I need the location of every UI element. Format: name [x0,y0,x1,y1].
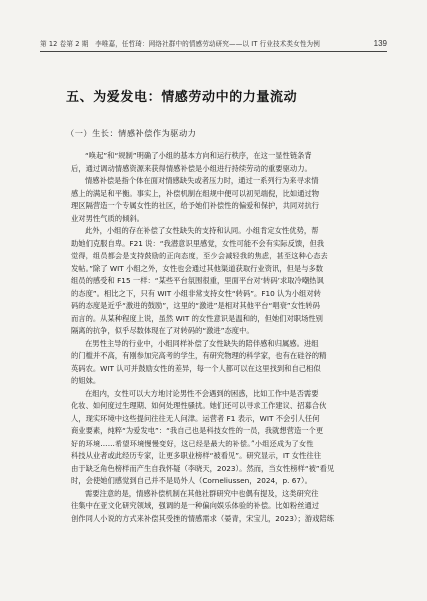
body-line: 助她们克服自卑。F21 说：“我潜意识里感觉，女性可能不会有实际反馈，但我 [71,238,325,248]
body-line: 而言的。从某种程度上说，虽然 WIT 的女性意识是温和的，但她们对职场性别 [71,313,323,323]
body-line: 在组内，女性可以大方地讨论男性不会遇到的困惑，比如工作中是否需要 [85,388,319,398]
body-text [71,150,387,525]
body-line: 发帖。”除了 WIT 小组之外，女性也会通过其他渠道获取行业资讯，但是与多数 [71,263,324,273]
running-header [40,38,387,48]
body-line: “唤起”和“规制”明确了小组的基本方向和运行秩序，在这一显性链条背 [85,151,312,160]
header-rule [40,51,387,52]
body-line: 化妆、如何度过生理期、如何处理性骚扰。她们还可以寻求工作建议、招募合伙 [71,401,327,410]
body-line: 往集中在亚文化研究领域，强调的是一种偏向娱乐体验的补偿。比如粉丝通过 [71,501,320,510]
body-line: 科技从业者或此经历专家，让更多职业榜样“被看见”。研究显示，IT 女性往往 [71,451,321,460]
body-line: 情感补偿是指个体在面对情感缺失或者压力时，通过一系列行为来寻求情 [85,176,319,185]
body-line: 码的态度是近乎“激进的鼓励”，这里的“激进”是相对其他平台“唱衰”女性转码 [71,301,320,310]
body-line: 理区隔营造一个专属女性的社区，给予她们补偿性的偏爱和保护，共同对抗行 [71,201,320,210]
sub-heading: （一）生长：情感补偿作为驱动力 [66,128,197,138]
page-number: 139 [373,39,387,48]
section-heading: 五、为爱发电：情感劳动中的力量流动 [66,90,298,105]
body-line: 的姐妹。 [71,376,101,385]
body-line: 后，通过调动情感资源来获得情感补偿是小组进行持续劳动的重要驱动力。 [71,163,312,173]
body-line: 好的环境……希望环境慢慢变好，这已经是最大的补偿。”小组还成为了女性 [71,438,314,448]
body-line: 在男性主导的行业中，小组同样补偿了女性缺失的陪伴感和归属感。进组 [85,338,319,348]
body-line: 需要注意的是，情感补偿机制在其他社群研究中也偶有提及，这类研究往 [85,488,319,498]
body-line: 时，会使她们感觉到自己并不是局外人（Corneliussen，2024，p. 67）。 [71,476,312,485]
body-line: 商业要素，纯粹“为爱发电”：“我自己也是科技女性的一员，我就想营造一个更 [71,426,324,435]
body-line: 此外，小组的存在补偿了女性缺失的支持和认同。小组肯定女性优势，帮 [85,226,319,235]
body-line: 觉得，组员都会是支持鼓励的正向态度，至少会减轻我的焦虑，甚至这种心态去 [71,251,329,260]
body-line: 组员的感受和 F15 一样：“某些平台氛围很重，里面平台对‘转码’求取冷嘲热讽 [71,276,324,285]
body-line: 感上的满足和平衡。事实上，补偿机制在组规中便可以初见端倪，比如通过物 [71,188,320,198]
body-line: 的门槛并不高，有刚参加完高考的学生，有研究物理的科学家，也有在硅谷的精 [71,351,327,360]
running-header-title: 第 12 卷第 2 期 李唯嘉，任哲琦：网络社群中的情感劳动研究——以 IT 行业技术类女性为例 [40,40,320,48]
body-line: 由于缺乏角色榜样而产生自我怀疑（李晓天，2023）。然而，当女性榜样“被”看见 [71,463,335,473]
body-line: 人，现实环境中这些提问往往无人问津。运营者 F1 表示，WIT 不会引人任何 [71,413,320,423]
body-line: 创作同人小说的方式来补偿其受挫的情感需求（晏青，宋宝儿，2023）；游戏陪练 [71,513,335,523]
body-line: 隔离的抗争，似乎尽数体现在了对转码的“激进”态度中。 [71,326,254,335]
body-line: 业对男性气质的倾斜。 [71,213,144,223]
body-line: 英码农。WIT 认可并鼓励女性的差异，每一个人都可以在这里找到和自己相似 [71,363,321,373]
body-line: 的态度”。相比之下，只有 WIT 小组非常支持女性“转码”。F10 认为小组对转 [71,288,321,298]
